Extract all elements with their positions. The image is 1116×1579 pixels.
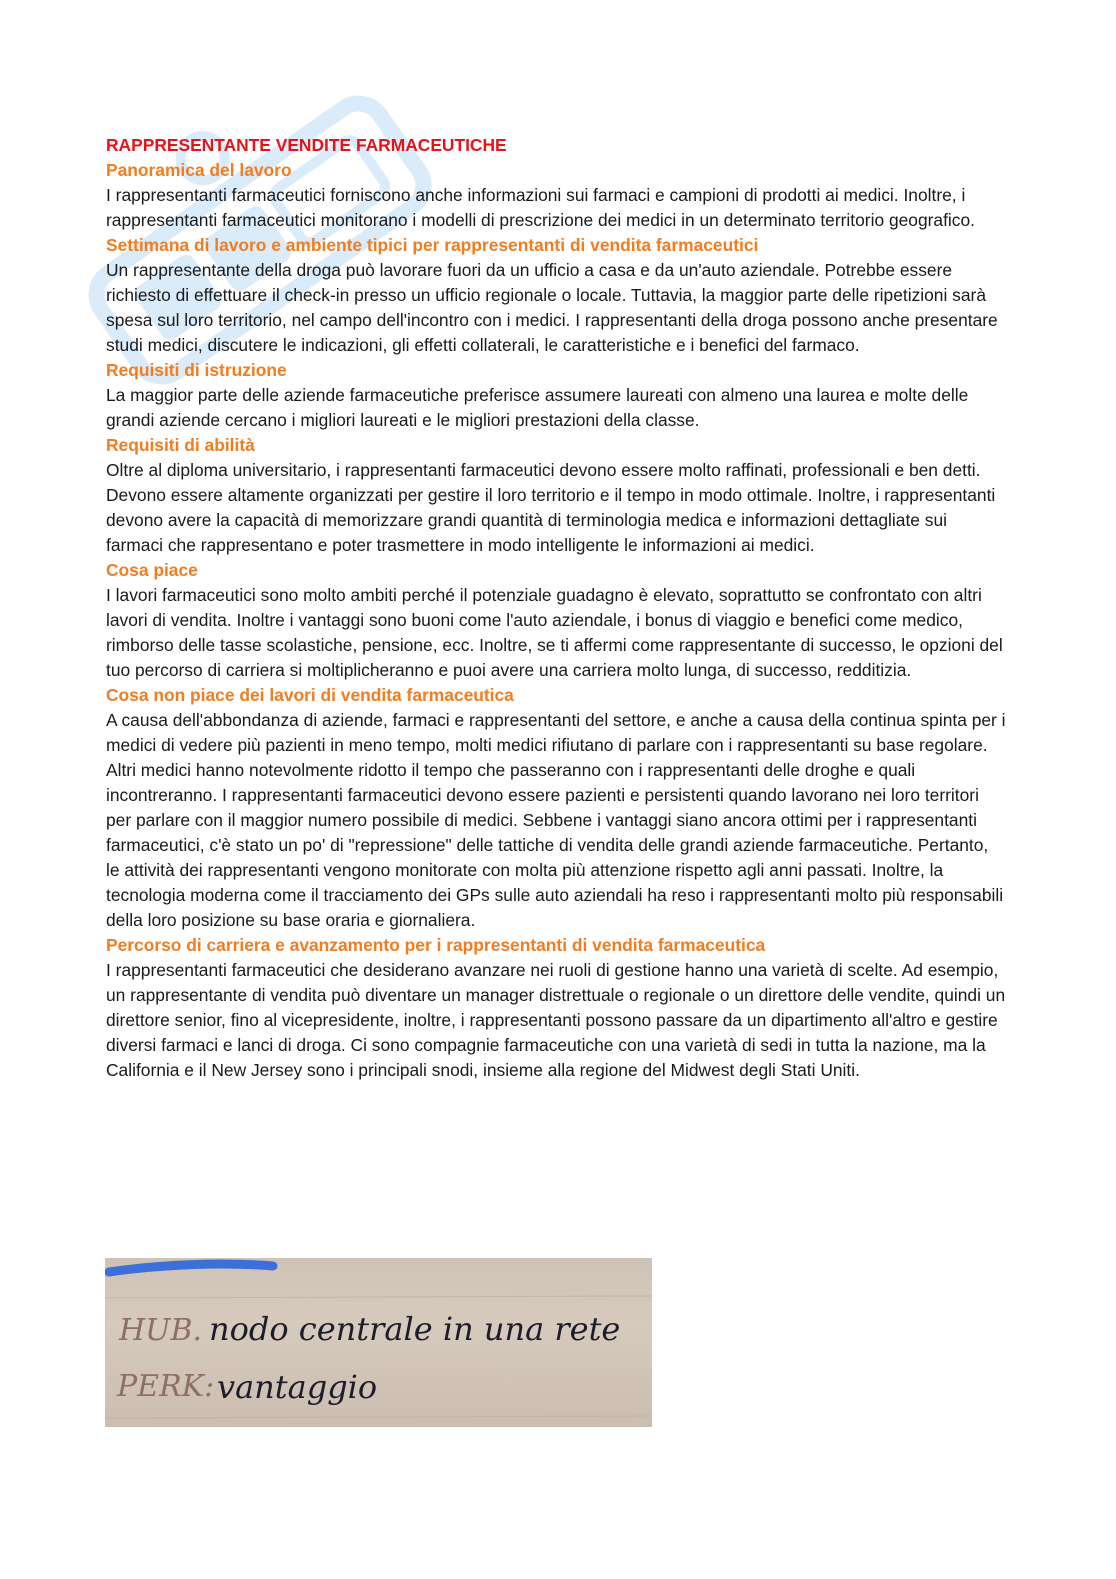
section-heading: Percorso di carriera e avanzamento per i rappresentanti di vendita farmaceutica (106, 935, 766, 955)
section-cosa-non-piace (106, 683, 1006, 933)
section-body: I rappresentanti farmaceutici forniscono anche informazioni sui farmaci e campioni di prodotti ai medici. Inoltre, i rappresentanti farmaceutici monitorano i modelli di prescrizione dei medici in un determinato territorio geografico. (106, 185, 975, 230)
document-title: RAPPRESENTANTE VENDITE FARMACEUTICHE (106, 135, 507, 155)
section-body: La maggior parte delle aziende farmaceutiche preferisce assumere laureati con almeno una laurea e molte delle grandi aziende cercano i migliori laureati e le migliori prestazioni della classe. (106, 385, 969, 430)
note-definition-hub: nodo centrale in una rete (209, 1310, 621, 1348)
section-requisiti-abilita (106, 433, 1006, 558)
document-page (106, 133, 1006, 1083)
section-heading: Cosa piace (106, 560, 198, 580)
section-heading: Settimana di lavoro e ambiente tipici per rappresentanti di vendita farmaceutici (106, 235, 759, 255)
section-settimana-lavoro (106, 233, 1006, 358)
section-heading: Cosa non piace dei lavori di vendita farmaceutica (106, 685, 514, 705)
note-term-perk: PERK: (117, 1369, 215, 1404)
section-panoramica (106, 158, 1006, 233)
handwritten-note-drawing (105, 1258, 652, 1427)
section-body: Un rappresentante della droga può lavorare fuori da un ufficio a casa e da un'auto aziendale. Potrebbe essere richiesto di effettuare il check-in presso un ufficio regionale o locale. Tuttavia, la maggior parte delle ripetizioni sarà spesa sul loro territorio, nel campo dell'incontro con i medici. I rappresentanti della droga possono anche presentare studi medici, discutere le indicazioni, gli effetti collaterali, le caratteristiche e i benefici del farmaco. (106, 260, 998, 355)
section-body: Oltre al diploma universitario, i rappresentanti farmaceutici devono essere molto raffinati, professionali e ben detti. Devono essere altamente organizzati per gestire il loro territorio e il tempo in modo ottimale. Inoltre, i rappresentanti devono avere la capacità di memorizzare grandi quantità di terminologia medica e informazioni dettagliate sui farmaci che rappresentano e poter trasmettere in modo intelligente le informazioni ai medici. (106, 460, 996, 555)
section-heading: Panoramica del lavoro (106, 160, 292, 180)
section-percorso-carriera (106, 933, 1006, 1083)
section-cosa-piace (106, 558, 1006, 683)
section-body: A causa dell'abbondanza di aziende, farmaci e rappresentanti del settore, e anche a causa della continua spinta per i medici di vedere più pazienti in meno tempo, molti medici rifiutano di parlare con i rappresentanti su base regolare. Altri medici hanno notevolmente ridotto il tempo che passeranno con i rappresentanti delle droghe e quali incontreranno. I rappresentanti farmaceutici devono essere pazienti e persistenti quando lavorano nei loro territori per parlare con il maggior numero possibile di medici. Sebbene i vantaggi siano ancora ottimi per i rappresentanti farmaceutici, c'è stato un po' di "repressione" delle tattiche di vendita delle grandi aziende farmaceutiche. Pertanto, le attività dei rappresentanti vengono monitorate con molta più attenzione rispetto agli anni passati. Inoltre, la tecnologia moderna come il tracciamento dei GPs sulle auto aziendali ha reso i rappresentanti molto più responsabili della loro posizione su base oraria e giornaliera. (106, 710, 1006, 930)
section-heading: Requisiti di istruzione (106, 360, 287, 380)
highlighter-mark (109, 1264, 273, 1272)
section-requisiti-istruzione (106, 358, 1006, 433)
note-term-hub: HUB. (119, 1313, 203, 1348)
note-definition-perk: vantaggio (217, 1368, 378, 1406)
section-body: I rappresentanti farmaceutici che desiderano avanzare nei ruoli di gestione hanno una varietà di scelte. Ad esempio, un rappresentante di vendita può diventare un manager distrettuale o regionale o un direttore delle vendite, quindi un direttore senior, fino al vicepresidente, inoltre, i rappresentanti possono passare da un dipartimento all'altro e gestire diversi farmaci e lanci di droga. Ci sono compagnie farmaceutiche con una varietà di sedi in tutta la nazione, ma la California e il New Jersey sono i principali snodi, insieme alla regione del Midwest degli Stati Uniti. (106, 960, 1006, 1080)
handwritten-note-image (105, 1258, 652, 1427)
section-body: I lavori farmaceutici sono molto ambiti perché il potenziale guadagno è elevato, soprattutto se confrontato con altri lavori di vendita. Inoltre i vantaggi sono buoni come l'auto aziendale, i bonus di viaggio e benefici come medico, rimborso delle tasse scolastiche, pensione, ecc. Inoltre, se ti affermi come rappresentante di successo, le opzioni del tuo percorso di carriera si moltiplicheranno e puoi avere una carriera molto lunga, di successo, redditizia. (106, 585, 1003, 680)
section-heading: Requisiti di abilità (106, 435, 255, 455)
